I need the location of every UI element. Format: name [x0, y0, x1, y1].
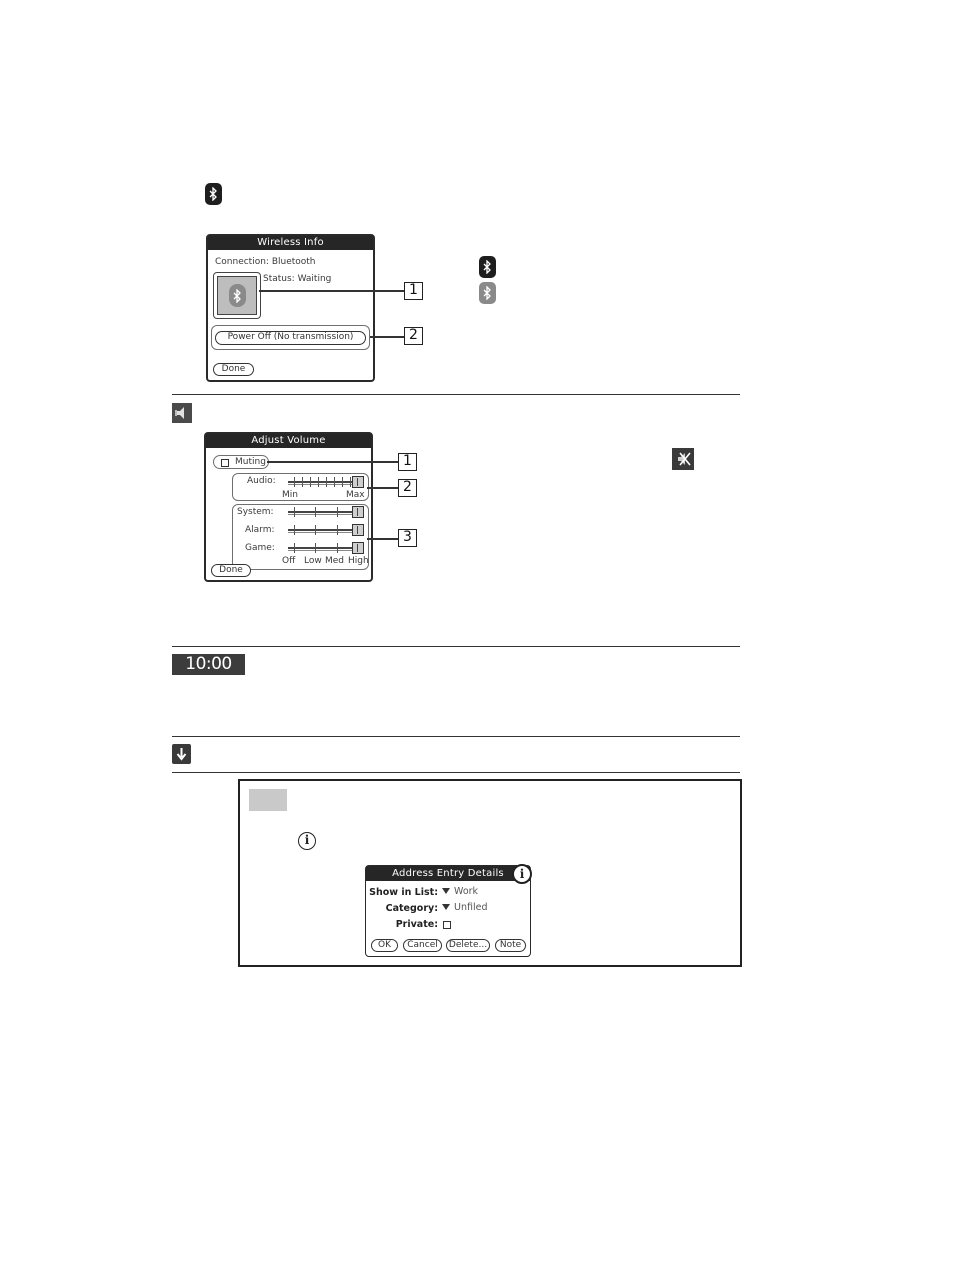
slider-thumb[interactable] [352, 542, 364, 554]
slider-tick [337, 543, 338, 553]
alarm-label: Alarm: [245, 525, 275, 535]
category-label: Category: [385, 903, 438, 914]
bluetooth-icon [229, 284, 246, 307]
slider-tick [315, 525, 316, 535]
connection-label: Connection: Bluetooth [215, 257, 316, 267]
note-button[interactable]: Note [495, 939, 526, 952]
bluetooth-on-icon [479, 256, 496, 278]
audio-slider[interactable] [288, 476, 364, 488]
slider-tick [302, 477, 303, 487]
slider-tick [334, 477, 335, 487]
slider-tick [294, 543, 295, 553]
show-in-list-dropdown[interactable]: Work [442, 886, 478, 897]
done-button[interactable]: Done [211, 564, 251, 577]
window-title: Wireless Info [208, 236, 373, 250]
info-icon[interactable]: i [512, 864, 532, 884]
callout-line-2 [370, 336, 405, 338]
slider-tick [337, 507, 338, 517]
slider-tick [337, 525, 338, 535]
slider-tick [310, 477, 311, 487]
level-med-label: Med [325, 556, 345, 566]
power-off-button[interactable]: Power Off (No transmission) [215, 331, 366, 345]
alarm-slider[interactable] [288, 524, 364, 536]
slider-thumb[interactable] [352, 476, 364, 488]
callout-number-2: 2 [404, 327, 423, 345]
callout-line-2 [367, 487, 401, 489]
note-tab [249, 789, 287, 811]
game-label: Game: [245, 543, 275, 553]
adjust-volume-window [204, 432, 373, 582]
slider-tick [326, 477, 327, 487]
slider-thumb[interactable] [352, 524, 364, 536]
level-low-label: Low [304, 556, 322, 566]
slider-tick [315, 543, 316, 553]
delete-button[interactable]: Delete... [446, 939, 490, 952]
slider-thumb[interactable] [352, 506, 364, 518]
status-label: Status: Waiting [263, 274, 332, 284]
callout-number-1: 1 [398, 453, 417, 471]
callout-number-1: 1 [404, 282, 423, 300]
callout-line-1 [267, 461, 401, 463]
muting-label: Muting [235, 457, 266, 467]
section-divider [172, 394, 740, 395]
system-slider[interactable] [288, 506, 364, 518]
slider-tick [342, 477, 343, 487]
wireless-info-window [206, 234, 375, 382]
bluetooth-off-icon [479, 282, 496, 304]
level-off-label: Off [282, 556, 296, 566]
category-dropdown[interactable]: Unfiled [442, 902, 487, 913]
slider-tick [294, 477, 295, 487]
callout-line-1 [259, 290, 405, 292]
system-label: System: [237, 507, 274, 517]
show-in-list-label: Show in List: [369, 887, 438, 898]
section-divider [172, 772, 740, 773]
muting-checkbox[interactable] [221, 459, 229, 467]
cancel-button[interactable]: Cancel [403, 939, 442, 952]
done-button[interactable]: Done [213, 363, 254, 376]
slider-tick [350, 477, 351, 487]
section-divider [172, 736, 740, 737]
clock-display: 10:00 am [172, 654, 245, 675]
bluetooth-icon [205, 183, 222, 205]
audio-max-label: Max [346, 490, 365, 500]
ok-button[interactable]: OK [371, 939, 398, 952]
down-arrow-icon [172, 744, 191, 764]
callout-line-3 [367, 538, 401, 540]
slider-tick [294, 507, 295, 517]
dropdown-arrow-icon [442, 904, 450, 910]
audio-label: Audio: [247, 476, 276, 486]
address-entry-details-window [365, 865, 531, 957]
section-divider [172, 646, 740, 647]
audio-min-label: Min [282, 490, 298, 500]
callout-number-2: 2 [398, 479, 417, 497]
private-label: Private: [395, 919, 438, 930]
speaker-icon [172, 403, 192, 423]
window-title: Address Entry Details [366, 866, 530, 881]
callout-number-3: 3 [398, 529, 417, 547]
level-high-label: High [348, 556, 369, 566]
dropdown-arrow-icon [442, 888, 450, 894]
slider-tick [294, 525, 295, 535]
window-title: Adjust Volume [206, 434, 371, 448]
mute-icon [672, 448, 694, 470]
private-checkbox[interactable] [443, 921, 451, 929]
game-slider[interactable] [288, 542, 364, 554]
info-icon: i [298, 832, 316, 850]
bluetooth-toggle-button[interactable] [217, 276, 257, 315]
slider-tick [318, 477, 319, 487]
slider-tick [315, 507, 316, 517]
